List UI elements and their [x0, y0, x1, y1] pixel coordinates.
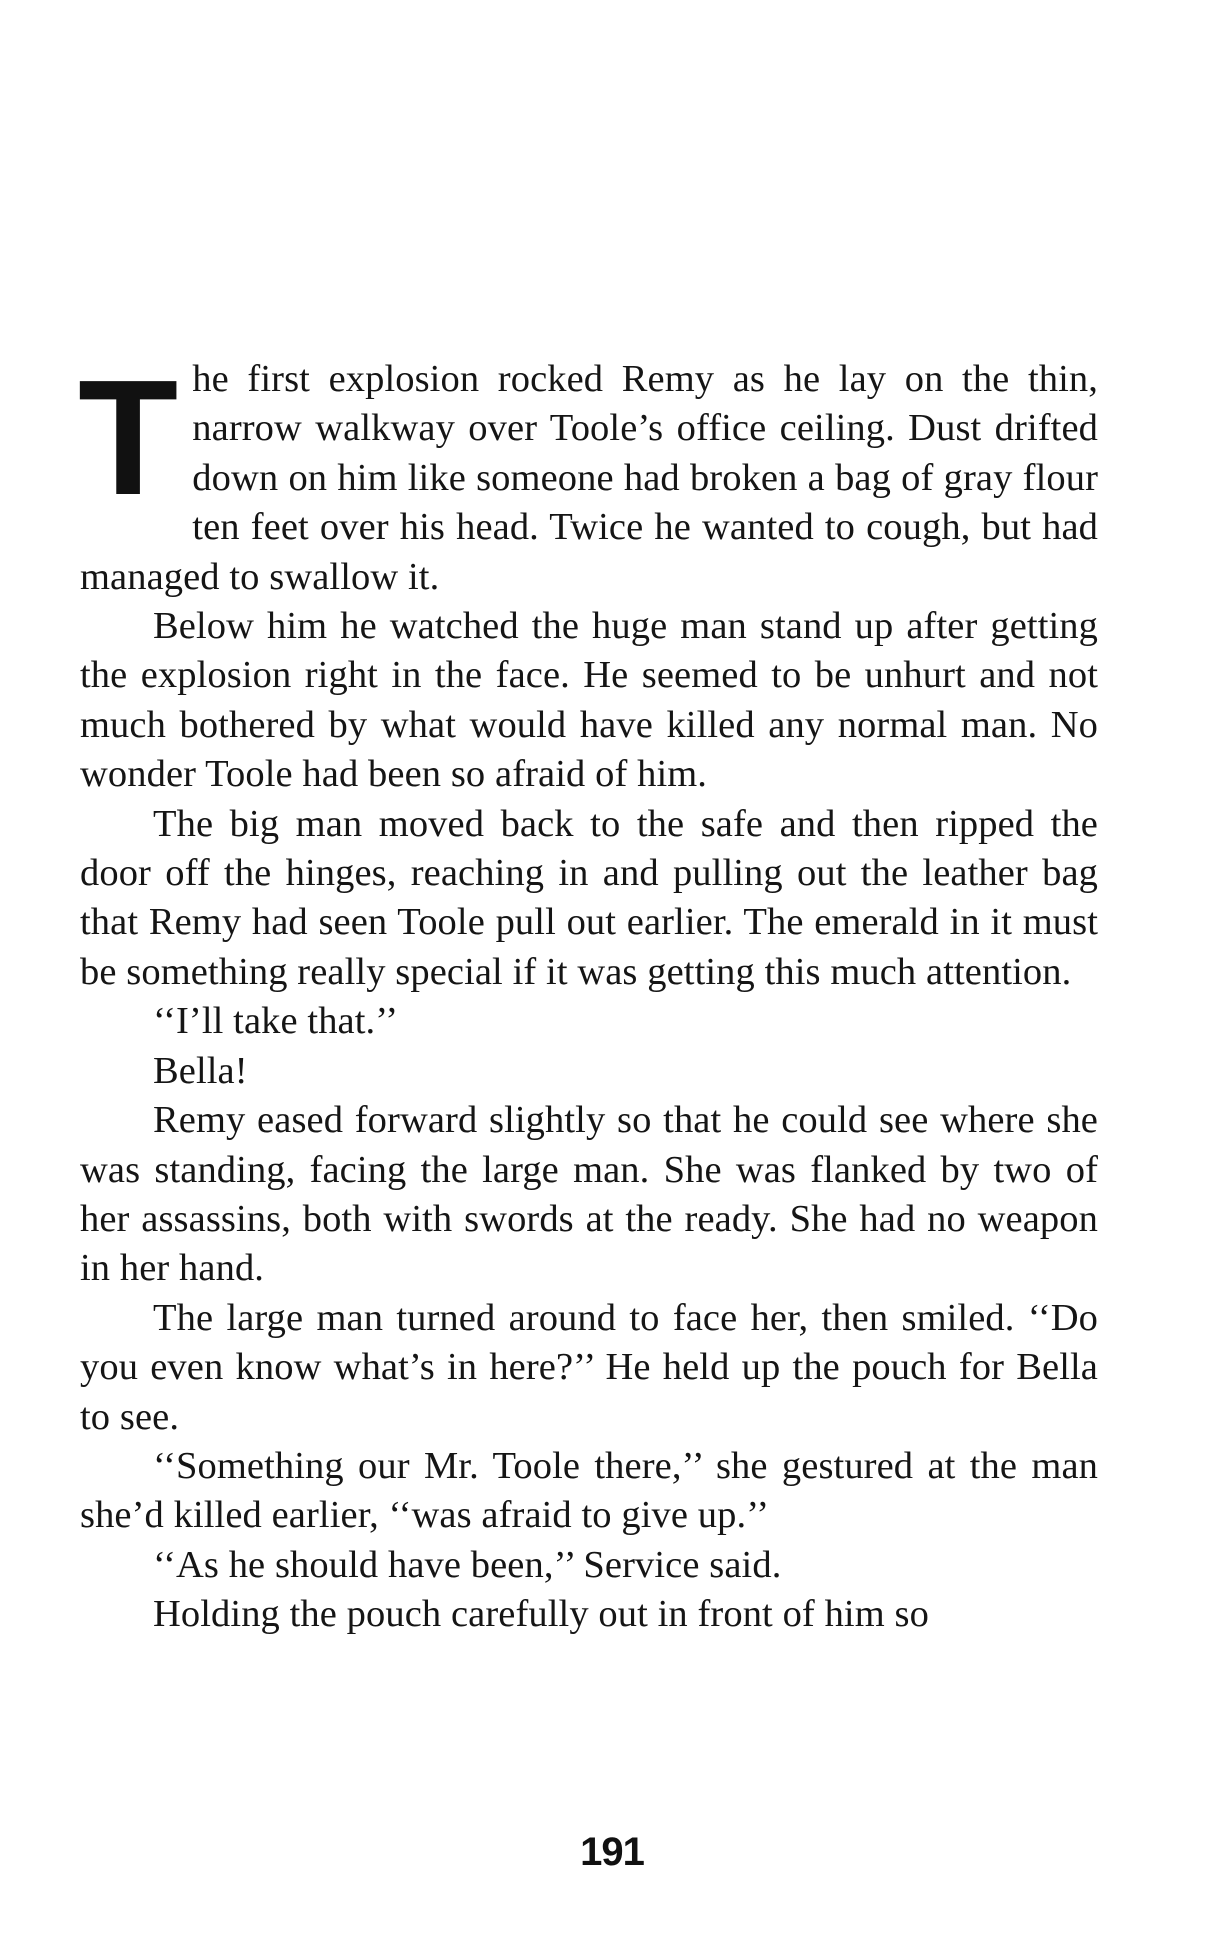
- paragraph-1-text: he first explosion rocked Remy as he lay on the thin, narrow walkway over Toole’s office ceiling. Dust drifted down on him like someone had broken a bag of gray flour ten feet over his head. Twice he wanted to cough, but had managed to swallow it.: [80, 358, 1098, 598]
- paragraph-4: ‘‘I’ll take that.’’: [153, 1000, 399, 1043]
- paragraph-3: The big man moved back to the safe and then ripped the door off the hinges, reaching in and pulling out the leather bag that Remy had seen Toole pull out earlier. The emerald in it must be something really special if it was getting this much attention.: [80, 802, 1098, 993]
- paragraph-6: Remy eased forward slightly so that he could see where she was standing, facing the large man. She was flanked by two of her assassins, both with swords at the ready. She had no weapon in her hand.: [80, 1099, 1098, 1290]
- page-number: 191: [580, 1830, 644, 1874]
- paragraph-10: Holding the pouch carefully out in front of him so: [153, 1593, 929, 1636]
- paragraph-8: ‘‘Something our Mr. Toole there,’’ she gestured at the man she’d killed earlier, ‘‘was afraid to give up.’’: [80, 1444, 1098, 1537]
- paragraph-2: Below him he watched the huge man stand up after getting the explosion right in the face. He seemed to be unhurt and not much bothered by what would have killed any normal man. No wonder Toole had been so afraid of him.: [80, 605, 1098, 796]
- drop-cap-letter: T: [78, 346, 179, 529]
- paragraph-9: ‘‘As he should have been,’’ Service said.: [153, 1543, 782, 1586]
- book-page-body: [78, 346, 1098, 1640]
- paragraph-1: [78, 346, 1098, 602]
- paragraph-7: The large man turned around to face her, then smiled. ‘‘Do you even know what’s in here?’’ He held up the pouch for Bella to see.: [80, 1296, 1098, 1438]
- paragraph-5: Bella!: [153, 1049, 248, 1092]
